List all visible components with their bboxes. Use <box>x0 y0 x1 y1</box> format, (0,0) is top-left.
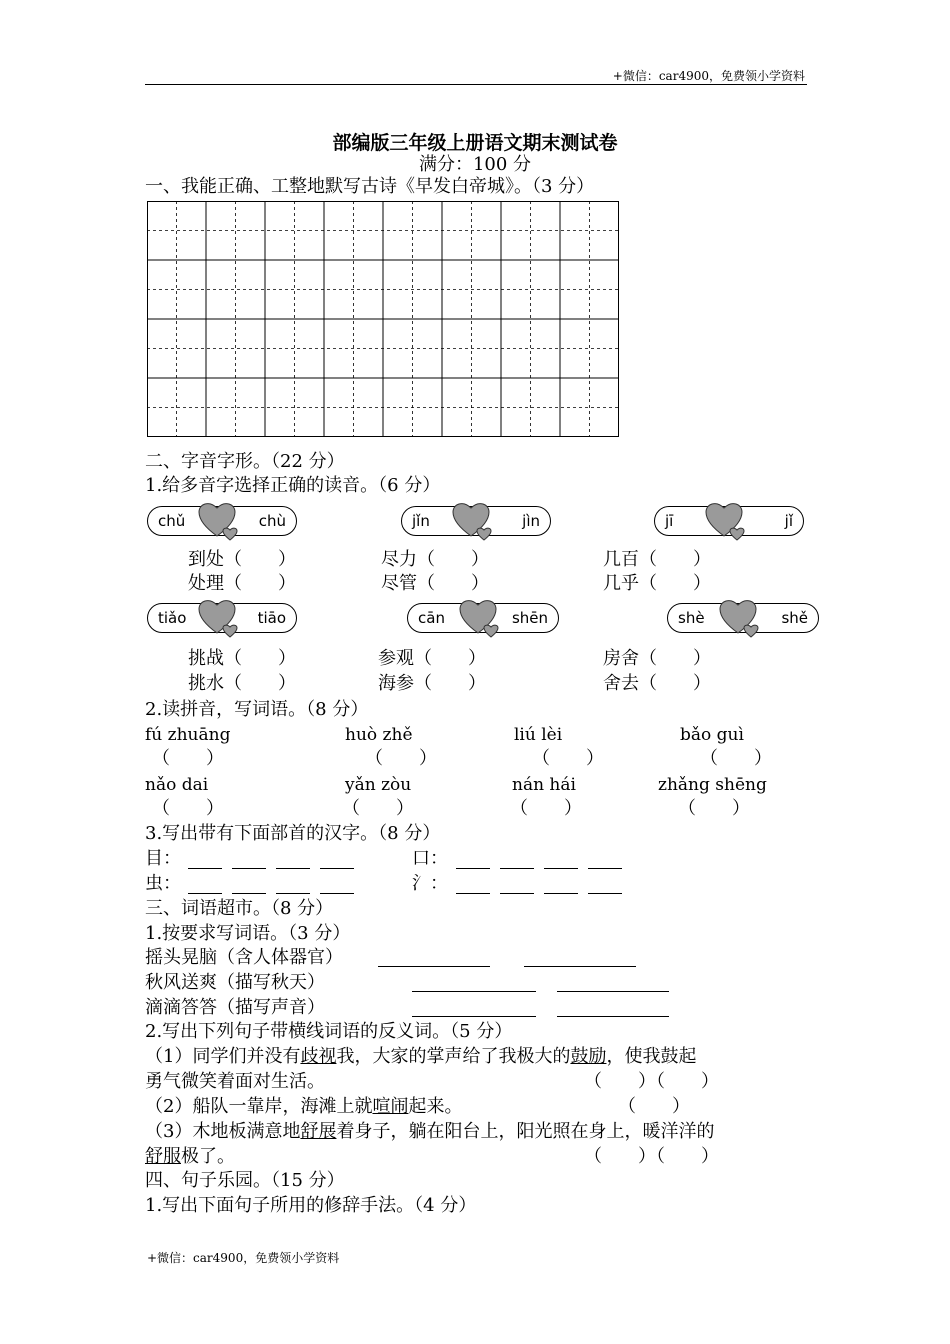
word-requirement: 摇头晃脑（含人体器官） <box>145 947 343 968</box>
q2-2-title: 2.读拼音，写词语。（8 分） <box>145 699 369 720</box>
answer-single[interactable]: （ ） <box>618 1096 690 1117</box>
pinyin-option[interactable]: jìn <box>522 512 540 530</box>
radical-blanks[interactable] <box>188 850 354 869</box>
sentence-3-cont <box>145 1145 235 1169</box>
answer-blank[interactable]: （ ） <box>678 798 750 819</box>
word-item[interactable]: 几乎（ ） <box>603 573 711 594</box>
footer-note: +微信：car4900，免费领小学资料 <box>147 1251 340 1265</box>
word-item[interactable]: 海参（ ） <box>378 673 486 694</box>
q3-2-title: 2.写出下列句子带横线词语的反义词。（5 分） <box>145 1021 513 1042</box>
header-divider <box>145 84 807 85</box>
section3-title: 三、词语超市。（8 分） <box>145 898 334 919</box>
answer-pair[interactable]: （ ）（ ） <box>584 1071 719 1092</box>
answer-line[interactable] <box>557 1000 669 1017</box>
pinyin-option[interactable]: shě <box>781 609 808 627</box>
heart-icon <box>197 597 243 639</box>
underlined-word: 歧视 <box>300 1046 337 1067</box>
pinyin-option[interactable]: cān <box>418 609 445 627</box>
word-item[interactable]: 挑水（ ） <box>188 673 296 694</box>
sentence-text: 着身子，躺在阳台上，阳光照在身上，暖洋洋的 <box>336 1121 715 1142</box>
q2-3-title: 3.写出带有下面部首的汉字。（8 分） <box>145 823 441 844</box>
pinyin-prompt: yǎn zòu <box>345 775 412 795</box>
answer-line[interactable] <box>524 950 636 967</box>
sentence-2 <box>145 1095 462 1119</box>
word-requirement: 滴滴答答（描写声音） <box>145 997 325 1018</box>
underlined-word: 舒展 <box>300 1121 337 1142</box>
section4-title: 四、句子乐园。（15 分） <box>145 1170 345 1191</box>
heart-icon <box>458 597 504 639</box>
heart-icon <box>704 500 750 542</box>
word-item[interactable]: 尽力（ ） <box>381 549 489 570</box>
radical-label: 氵： <box>412 873 448 894</box>
word-item[interactable]: 挑战（ ） <box>188 648 296 669</box>
word-item[interactable]: 几百（ ） <box>603 549 711 570</box>
pinyin-option[interactable]: chǔ <box>158 512 186 530</box>
exam-score: 满分：100 分 <box>418 154 532 175</box>
answer-blank[interactable]: （ ） <box>700 748 772 769</box>
pinyin-prompt: nǎo dai <box>145 775 209 795</box>
answer-line[interactable] <box>412 975 536 992</box>
word-item[interactable]: 尽管（ ） <box>381 573 489 594</box>
sentence-3 <box>145 1120 714 1144</box>
pinyin-prompt: liú lèi <box>514 725 563 745</box>
underlined-word: 喧闹 <box>372 1096 409 1117</box>
radical-label: 目： <box>145 848 181 869</box>
radical-blanks[interactable] <box>456 875 622 894</box>
q2-1-title: 1.给多音字选择正确的读音。（6 分） <box>145 475 441 496</box>
q4-1-title: 1.写出下面句子所用的修辞手法。（4 分） <box>145 1195 477 1216</box>
section2-title: 二、字音字形。（22 分） <box>145 451 345 472</box>
pinyin-option[interactable]: jī <box>665 512 674 530</box>
sentence-1-cont: 勇气微笑着面对生活。 <box>145 1071 325 1092</box>
answer-pair[interactable]: （ ）（ ） <box>584 1146 719 1167</box>
pinyin-option[interactable]: jǐn <box>412 512 430 530</box>
pinyin-option[interactable]: tiǎo <box>158 609 187 627</box>
word-item[interactable]: 舍去（ ） <box>603 673 711 694</box>
sentence-text: 极了。 <box>181 1146 235 1167</box>
word-item[interactable]: 到处（ ） <box>188 549 296 570</box>
sentence-text: ，使我鼓起 <box>606 1046 697 1067</box>
sentence-text: 我，大家的掌声给了我极大的 <box>336 1046 571 1067</box>
radical-label: 虫： <box>145 873 181 894</box>
answer-blank[interactable]: （ ） <box>152 748 224 769</box>
q3-1-title: 1.按要求写词语。（3 分） <box>145 923 351 944</box>
writing-grid-lines <box>147 201 619 437</box>
exam-title: 部编版三年级上册语文期末测试卷 <box>332 132 618 154</box>
sentence-text: （2）船队一靠岸，海滩上就 <box>145 1096 373 1117</box>
pinyin-prompt: nán hái <box>512 775 576 795</box>
answer-line[interactable] <box>557 975 669 992</box>
pinyin-option[interactable]: shēn <box>511 609 548 627</box>
pinyin-prompt: fú zhuāng <box>145 725 231 745</box>
sentence-text: （1）同学们并没有 <box>145 1046 301 1067</box>
answer-blank[interactable]: （ ） <box>532 748 604 769</box>
answer-line[interactable] <box>378 950 490 967</box>
sentence-text: （3）木地板满意地 <box>145 1121 301 1142</box>
word-requirement: 秋风送爽（描写秋天） <box>145 972 325 993</box>
underlined-word: 鼓励 <box>570 1046 607 1067</box>
pinyin-option[interactable]: tiāo <box>257 609 286 627</box>
pinyin-prompt: bǎo guì <box>680 725 744 745</box>
heart-icon <box>451 500 497 542</box>
answer-blank[interactable]: （ ） <box>152 798 224 819</box>
answer-blank[interactable]: （ ） <box>342 798 414 819</box>
answer-line[interactable] <box>412 1000 536 1017</box>
heart-icon <box>718 597 764 639</box>
answer-blank[interactable]: （ ） <box>510 798 582 819</box>
pinyin-option[interactable]: chù <box>258 512 286 530</box>
radical-blanks[interactable] <box>456 850 622 869</box>
header-note: +微信：car4900，免费领小学资料 <box>612 69 805 83</box>
sentence-1 <box>145 1045 696 1069</box>
pinyin-prompt: zhǎng shēng <box>658 775 767 795</box>
underlined-word: 舒服 <box>145 1146 181 1167</box>
word-item[interactable]: 参观（ ） <box>378 648 486 669</box>
sentence-text: 起来。 <box>408 1096 463 1117</box>
pinyin-prompt: huò zhě <box>345 725 413 745</box>
pinyin-option[interactable]: jǐ <box>784 512 793 530</box>
answer-blank[interactable]: （ ） <box>365 748 437 769</box>
word-item[interactable]: 房舍（ ） <box>603 648 711 669</box>
pinyin-option[interactable]: shè <box>678 609 705 627</box>
radical-label: 口： <box>412 848 448 869</box>
section1-title: 一、我能正确、工整地默写古诗《早发白帝城》。（3 分） <box>145 176 595 197</box>
writing-grid[interactable] <box>147 201 619 437</box>
radical-blanks[interactable] <box>188 875 354 894</box>
heart-icon <box>197 500 243 542</box>
word-item[interactable]: 处理（ ） <box>188 573 296 594</box>
